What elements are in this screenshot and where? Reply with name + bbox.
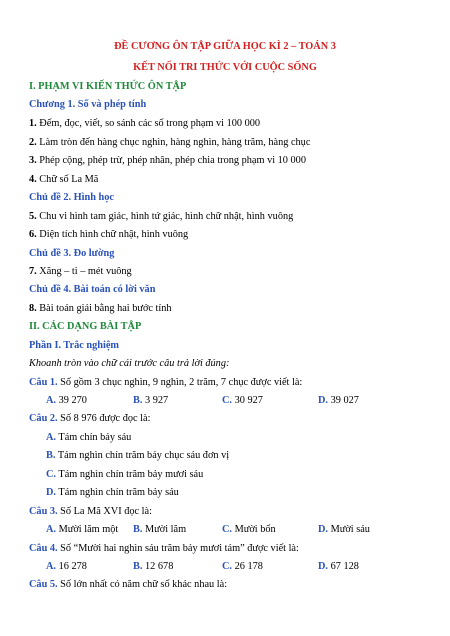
option-text: Mười sáu xyxy=(328,524,370,535)
option-letter: A. xyxy=(46,524,57,535)
option-letter: C. xyxy=(46,469,57,480)
option-letter: C. xyxy=(222,395,233,406)
option-text: 16 278 xyxy=(56,561,87,572)
option-letter: D. xyxy=(318,395,329,406)
option-letter: B. xyxy=(133,395,143,406)
option-c[interactable] xyxy=(222,394,263,407)
option-text: 3 927 xyxy=(142,395,169,406)
part-heading: Phần I. Trắc nghiệm xyxy=(29,340,120,351)
option-text: 30 927 xyxy=(232,395,263,406)
item-text: Làm tròn đến hàng chục nghìn, hàng nghìn, hàng trăm, hàng chục xyxy=(36,137,311,148)
option-letter: A. xyxy=(46,561,57,572)
question-4 xyxy=(29,542,299,555)
question-label: Câu 4. xyxy=(29,543,58,554)
instruction-text: Khoanh tròn vào chữ cái trước câu trả lời đúng: xyxy=(29,358,230,369)
item-number: 1. xyxy=(29,118,37,129)
item-text: Chu vi hình tam giác, hình tứ giác, hình chữ nhật, hình vuông xyxy=(36,211,294,222)
list-item xyxy=(29,210,293,223)
doc-title: ĐỀ CƯƠNG ÔN TẬP GIỮA HỌC KÌ 2 – TOÁN 3 xyxy=(114,41,336,52)
list-item xyxy=(29,117,260,130)
section-heading-2: II. CÁC DẠNG BÀI TẬP xyxy=(29,321,142,332)
item-number: 5. xyxy=(29,211,37,222)
question-text: Số lớn nhất có năm chữ số khác nhau là: xyxy=(57,579,228,590)
option-letter: C. xyxy=(222,524,233,535)
option-d[interactable] xyxy=(318,560,359,573)
option-letter: D. xyxy=(318,561,329,572)
item-text: Đếm, đọc, viết, so sánh các số trong phạm vi 100 000 xyxy=(36,118,261,129)
option-letter: B. xyxy=(46,450,56,461)
list-item xyxy=(29,136,310,149)
option-b[interactable] xyxy=(46,449,229,462)
section-heading-1: I. PHẠM VI KIẾN THỨC ÔN TẬP xyxy=(29,81,187,92)
item-text: Phép cộng, phép trừ, phép nhân, phép chia trong phạm vi 10 000 xyxy=(36,155,306,166)
option-d[interactable] xyxy=(318,523,370,536)
option-c[interactable] xyxy=(222,523,276,536)
item-text: Diện tích hình chữ nhật, hình vuông xyxy=(36,229,189,240)
option-d[interactable] xyxy=(318,394,359,407)
question-text: Số La Mã XVI đọc là: xyxy=(57,506,152,517)
question-text: Số “Mười hai nghìn sáu trăm bảy mươi tám” được viết là: xyxy=(57,543,299,554)
question-5 xyxy=(29,578,227,591)
option-a[interactable] xyxy=(46,560,87,573)
question-text: Số 8 976 được đọc là: xyxy=(57,413,151,424)
option-text: 39 270 xyxy=(56,395,87,406)
option-text: 67 128 xyxy=(328,561,359,572)
item-number: 2. xyxy=(29,137,37,148)
option-a[interactable] xyxy=(46,431,131,444)
option-c[interactable] xyxy=(46,468,203,481)
question-label: Câu 3. xyxy=(29,506,58,517)
option-text: Tám chín bảy sáu xyxy=(56,432,132,443)
item-text: Bài toán giải bằng hai bước tính xyxy=(36,303,172,314)
list-item xyxy=(29,173,98,186)
option-text: Tám nghìn chín trăm bảy chục sáu đơn vị xyxy=(55,450,230,461)
item-number: 3. xyxy=(29,155,37,166)
chapter-heading-3: Chủ đề 3. Đo lường xyxy=(29,248,115,259)
option-letter: D. xyxy=(46,487,57,498)
question-text: Số gồm 3 chục nghìn, 9 nghìn, 2 trăm, 7 chục được viết là: xyxy=(57,377,303,388)
item-number: 7. xyxy=(29,266,37,277)
option-b[interactable] xyxy=(133,523,186,536)
question-label: Câu 1. xyxy=(29,377,58,388)
list-item xyxy=(29,265,132,278)
option-text: 26 178 xyxy=(232,561,263,572)
chapter-heading-1: Chương 1. Số và phép tính xyxy=(29,99,147,110)
option-c[interactable] xyxy=(222,560,263,573)
item-text: Xăng – ti – mét vuông xyxy=(36,266,132,277)
list-item xyxy=(29,228,188,241)
option-letter: B. xyxy=(133,561,143,572)
question-label: Câu 5. xyxy=(29,579,58,590)
option-text: 39 027 xyxy=(328,395,359,406)
option-text: Mười lăm một xyxy=(56,524,119,535)
option-text: Mười bốn xyxy=(232,524,276,535)
option-letter: D. xyxy=(318,524,329,535)
question-3 xyxy=(29,505,152,518)
option-letter: B. xyxy=(133,524,143,535)
option-letter: A. xyxy=(46,432,57,443)
list-item xyxy=(29,302,172,315)
option-letter: C. xyxy=(222,561,233,572)
question-1 xyxy=(29,376,302,389)
item-number: 6. xyxy=(29,229,37,240)
item-text: Chữ số La Mã xyxy=(36,174,99,185)
chapter-heading-4: Chủ đề 4. Bài toán có lời văn xyxy=(29,284,156,295)
list-item xyxy=(29,154,306,167)
doc-subtitle: KẾT NỐI TRI THỨC VỚI CUỘC SỐNG xyxy=(133,62,317,73)
question-2 xyxy=(29,412,150,425)
chapter-heading-2: Chủ đề 2. Hình học xyxy=(29,192,114,203)
item-number: 4. xyxy=(29,174,37,185)
option-text: Mười lăm xyxy=(142,524,187,535)
option-b[interactable] xyxy=(133,560,173,573)
option-a[interactable] xyxy=(46,394,87,407)
option-a[interactable] xyxy=(46,523,118,536)
option-text: 12 678 xyxy=(142,561,174,572)
option-letter: A. xyxy=(46,395,57,406)
option-d[interactable] xyxy=(46,486,179,499)
question-label: Câu 2. xyxy=(29,413,58,424)
option-text: Tám nghìn chín trăm bảy sáu xyxy=(56,487,179,498)
item-number: 8. xyxy=(29,303,37,314)
option-b[interactable] xyxy=(133,394,168,407)
option-text: Tám nghìn chín trăm bảy mươi sáu xyxy=(56,469,204,480)
